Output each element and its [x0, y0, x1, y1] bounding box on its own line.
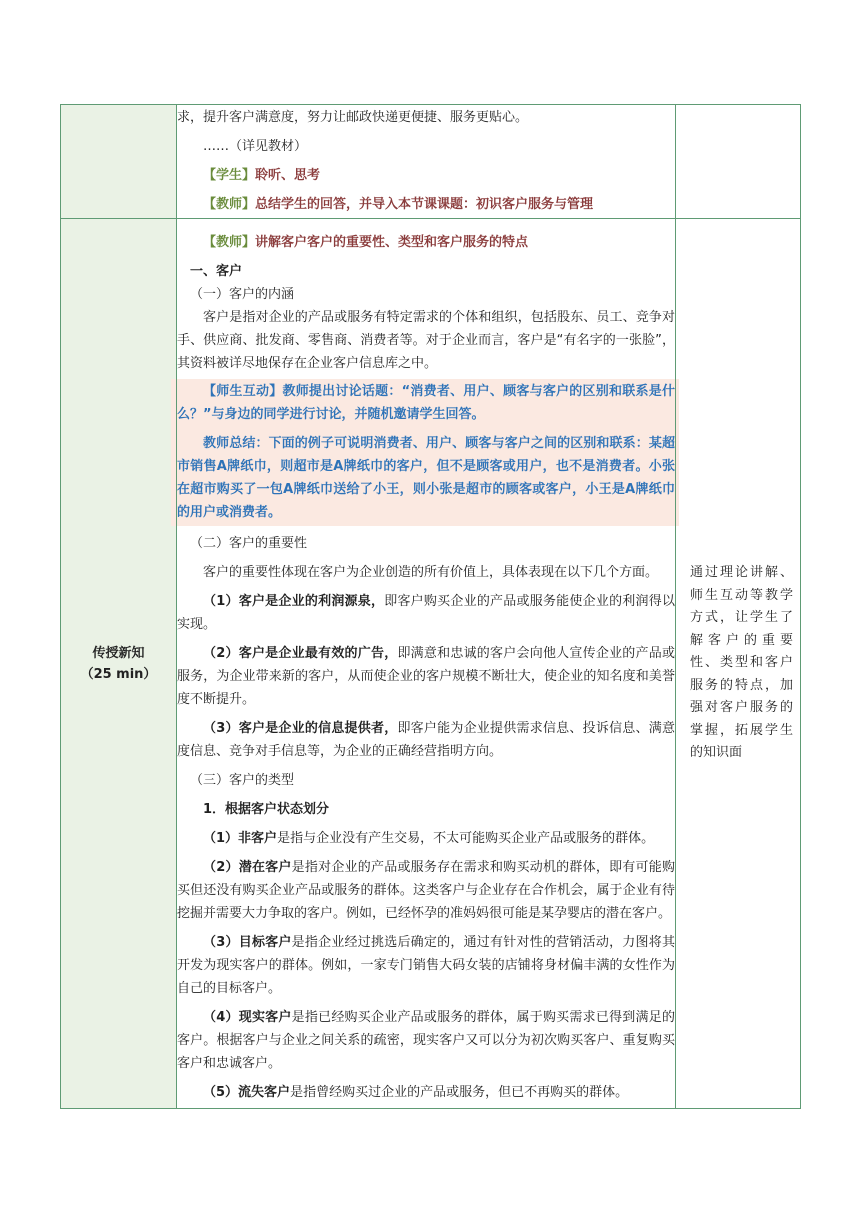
intent-cell-empty	[676, 105, 801, 219]
stage-name: 传授新知	[92, 645, 145, 661]
teacher-lecture-intro: 【教师】讲解客户客户的重要性、类型和客户服务的特点	[203, 235, 529, 250]
subsection-heading-meaning: （一）客户的内涵	[190, 287, 295, 302]
subsection-heading-importance: （二）客户的重要性	[190, 536, 308, 551]
lesson-plan-table	[60, 104, 801, 1109]
lesson-row-new-knowledge	[61, 219, 801, 1109]
section-heading-customer: 一、客户	[190, 264, 243, 279]
type-item-2: （2）潜在客户是指对企业的产品或服务存在需求和购买动机的群体，即有可能购买但还没有购买企业产品或服务的群体。这类客户与企业存在合作机会，属于企业有待挖掘并需要大力争取的客户。例如，已经怀孕的准妈妈很可能是某孕婴店的潜在客户。	[177, 860, 675, 921]
teacher-conclusion: 教师总结：下面的例子可说明消费者、用户、顾客与客户之间的区别和联系：某超市销售A牌纸巾，则超市是A牌纸巾的客户，但不是顾客或用户，也不是消费者。小张在超市购买了一包A牌纸巾送给了小王，则小张是超市的顾客或客户，小王是A牌纸巾的用户或消费者。	[177, 436, 675, 520]
stage-cell-empty	[61, 105, 177, 219]
type-item-3: （3）目标客户是指企业经过挑选后确定的，通过有针对性的营销活动，力图将其开发为现实客户的群体。例如，一家专门销售大码女装的店铺将身材偏丰满的女性作为自己的目标客户。	[177, 935, 675, 996]
lesson-row-intro	[61, 105, 801, 219]
teacher-summary: 【教师】总结学生的回答，并导入本节课课题：初识客户服务与管理	[203, 197, 594, 212]
type-item-5: （5）流失客户是指曾经购买过企业的产品或服务，但已不再购买的群体。	[203, 1085, 629, 1100]
paragraph-importance: 客户的重要性体现在客户为企业创造的所有价值上，具体表现在以下几个方面。	[203, 565, 659, 580]
content-cell-intro	[177, 105, 676, 219]
stage-duration: （25 min）	[80, 666, 157, 682]
subsection-heading-types: （三）客户的类型	[190, 773, 295, 788]
type-classification-heading: 1．根据客户状态划分	[203, 802, 330, 817]
interaction-highlight-box	[171, 379, 679, 526]
content-cell-main	[177, 219, 676, 1109]
interaction-topic: 【师生互动】教师提出讨论话题：“消费者、用户、顾客与客户的区别和联系是什么？”与身边的同学进行讨论，并随机邀请学生回答。	[177, 384, 675, 422]
importance-item-2: （2）客户是企业最有效的广告，即满意和忠诚的客户会向他人宣传企业的产品或服务，为企业带来新的客户，从而使企业的客户规模不断壮大，使企业的知名度和美誉度不断提升。	[177, 646, 675, 707]
design-intent-cell	[676, 219, 801, 1109]
importance-item-3: （3）客户是企业的信息提供者，即客户能为企业提供需求信息、投诉信息、满意度信息、竞争对手信息等，为企业的正确经营指明方向。	[177, 721, 675, 759]
stage-cell	[61, 219, 177, 1109]
design-intent-text: 通过理论讲解、师生互动等教学方式，让学生了解客户的重要性、类型和客户服务的特点，加强对客户服务的掌握，拓展学生的知识面	[690, 565, 793, 761]
type-item-4: （4）现实客户是指已经购买企业产品或服务的群体，属于购买需求已得到满足的客户。根据客户与企业之间关系的疏密，现实客户又可以分为初次购买客户、重复购买客户和忠诚客户。	[177, 1010, 675, 1071]
student-activity: 【学生】聆听、思考	[203, 168, 321, 183]
type-item-1: （1）非客户是指与企业没有产生交易，不太可能购买企业产品或服务的群体。	[203, 831, 655, 846]
see-textbook-note: ……（详见教材）	[203, 139, 308, 154]
continued-text: 求，提升客户满意度，努力让邮政快递更便捷、服务更贴心。	[177, 110, 529, 125]
paragraph-meaning: 客户是指对企业的产品或服务有特定需求的个体和组织，包括股东、员工、竞争对手、供应商、批发商、零售商、消费者等。对于企业而言，客户是“有名字的一张脸”，其资料被详尽地保存在企业客户信息库之中。	[177, 310, 675, 371]
importance-item-1: （1）客户是企业的利润源泉，即客户购买企业的产品或服务能使企业的利润得以实现。	[177, 594, 675, 632]
